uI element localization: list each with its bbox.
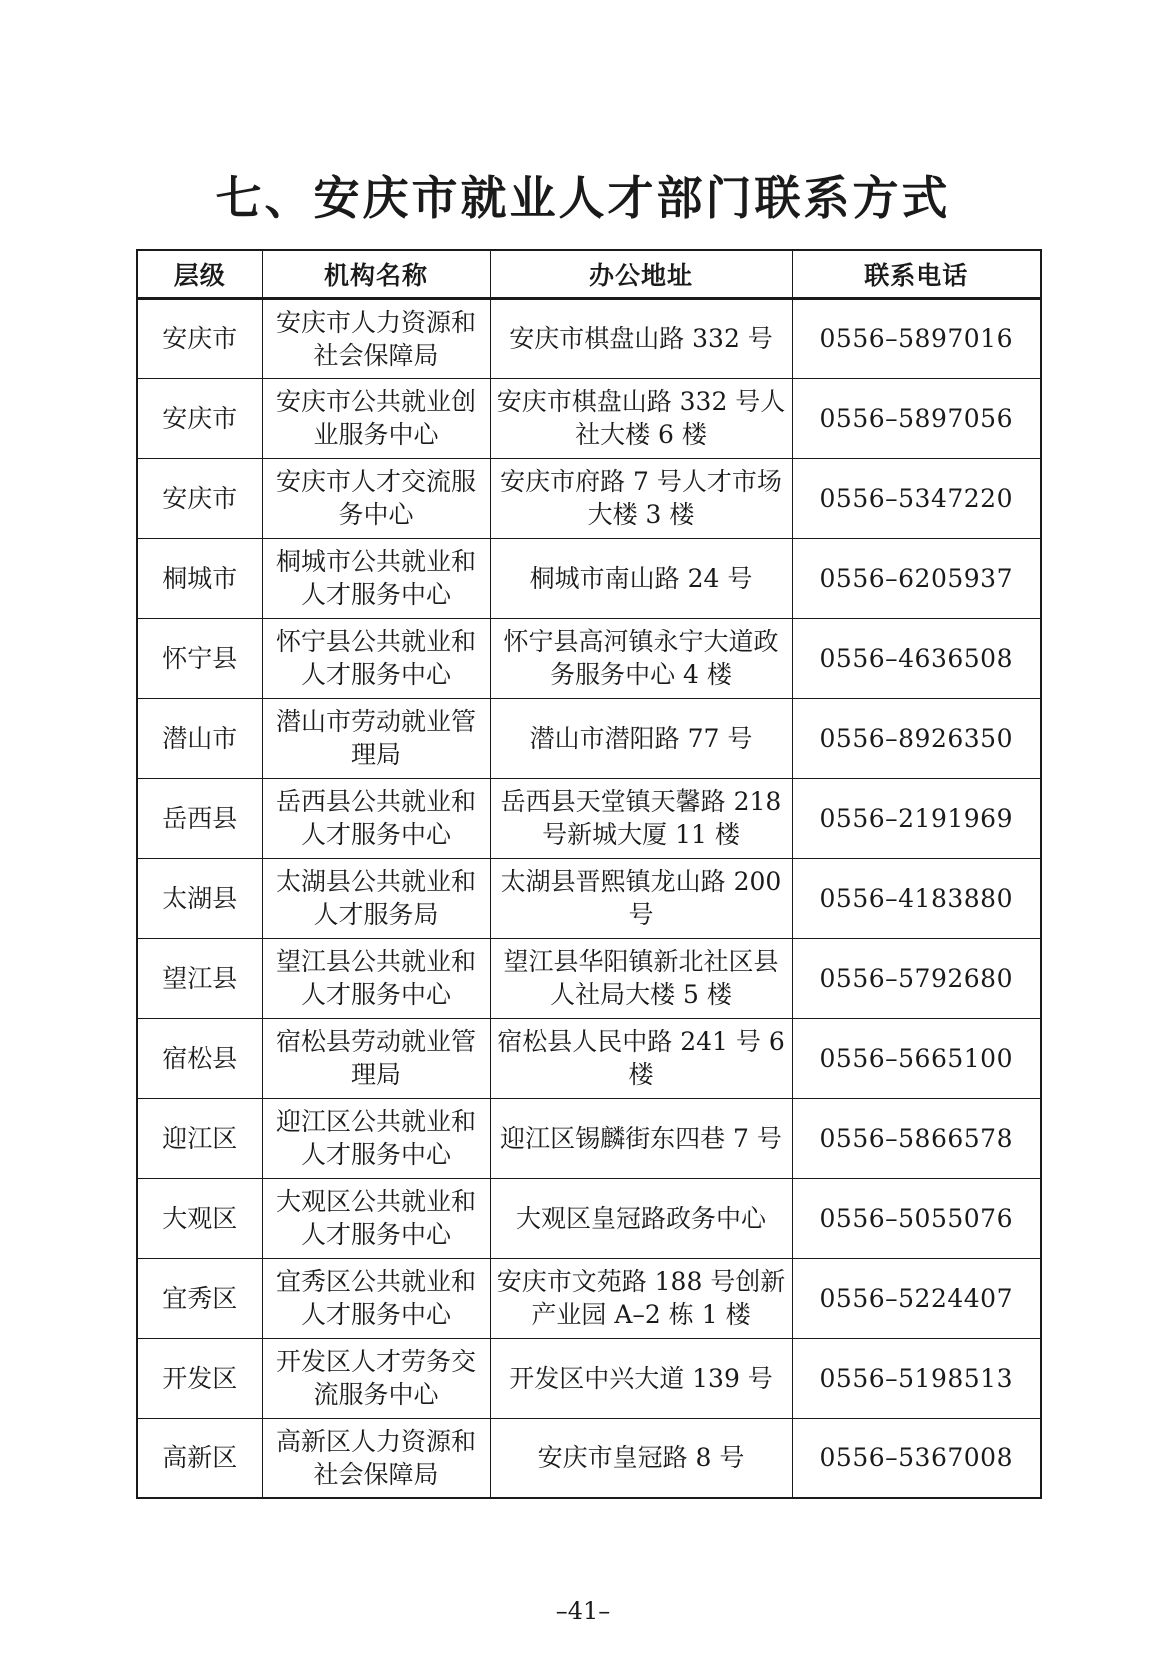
table-row bbox=[137, 538, 1041, 618]
cell-level: 安庆市 bbox=[137, 378, 262, 458]
cell-level: 望江县 bbox=[137, 938, 262, 1018]
cell-level: 迎江区 bbox=[137, 1098, 262, 1178]
table-row bbox=[137, 1178, 1041, 1258]
cell-org-name: 安庆市公共就业创业服务中心 bbox=[262, 378, 490, 458]
contacts-table bbox=[136, 249, 1042, 1499]
cell-address: 安庆市棋盘山路 332 号 bbox=[490, 298, 792, 378]
cell-phone: 0556–4636508 bbox=[792, 618, 1041, 698]
cell-phone: 0556–5897056 bbox=[792, 378, 1041, 458]
cell-phone: 0556–5198513 bbox=[792, 1338, 1041, 1418]
cell-address: 望江县华阳镇新北社区县人社局大楼 5 楼 bbox=[490, 938, 792, 1018]
cell-phone: 0556–8926350 bbox=[792, 698, 1041, 778]
header-org-name: 机构名称 bbox=[262, 250, 490, 298]
cell-org-name: 迎江区公共就业和人才服务中心 bbox=[262, 1098, 490, 1178]
cell-address: 安庆市皇冠路 8 号 bbox=[490, 1418, 792, 1498]
page-number: –41– bbox=[555, 1597, 611, 1625]
cell-org-name: 安庆市人力资源和社会保障局 bbox=[262, 298, 490, 378]
cell-address: 岳西县天堂镇天馨路 218 号新城大厦 11 楼 bbox=[490, 778, 792, 858]
cell-org-name: 潜山市劳动就业管理局 bbox=[262, 698, 490, 778]
cell-address: 大观区皇冠路政务中心 bbox=[490, 1178, 792, 1258]
cell-address: 开发区中兴大道 139 号 bbox=[490, 1338, 792, 1418]
table-row bbox=[137, 618, 1041, 698]
header-address: 办公地址 bbox=[490, 250, 792, 298]
table-body bbox=[137, 298, 1041, 1498]
table-row bbox=[137, 1098, 1041, 1178]
cell-level: 宜秀区 bbox=[137, 1258, 262, 1338]
cell-phone: 0556–6205937 bbox=[792, 538, 1041, 618]
cell-org-name: 大观区公共就业和人才服务中心 bbox=[262, 1178, 490, 1258]
table-row bbox=[137, 698, 1041, 778]
table-row bbox=[137, 458, 1041, 538]
table-row bbox=[137, 1418, 1041, 1498]
table-row bbox=[137, 858, 1041, 938]
cell-level: 安庆市 bbox=[137, 458, 262, 538]
cell-level: 大观区 bbox=[137, 1178, 262, 1258]
cell-phone: 0556–2191969 bbox=[792, 778, 1041, 858]
cell-org-name: 安庆市人才交流服务中心 bbox=[262, 458, 490, 538]
table-row bbox=[137, 1338, 1041, 1418]
cell-org-name: 宿松县劳动就业管理局 bbox=[262, 1018, 490, 1098]
cell-phone: 0556–5866578 bbox=[792, 1098, 1041, 1178]
cell-phone: 0556–5792680 bbox=[792, 938, 1041, 1018]
cell-level: 宿松县 bbox=[137, 1018, 262, 1098]
table-row bbox=[137, 298, 1041, 378]
cell-phone: 0556–5367008 bbox=[792, 1418, 1041, 1498]
cell-level: 岳西县 bbox=[137, 778, 262, 858]
table-row bbox=[137, 378, 1041, 458]
table-row bbox=[137, 1258, 1041, 1338]
cell-org-name: 太湖县公共就业和人才服务局 bbox=[262, 858, 490, 938]
cell-level: 开发区 bbox=[137, 1338, 262, 1418]
cell-address: 迎江区锡麟街东四巷 7 号 bbox=[490, 1098, 792, 1178]
cell-level: 高新区 bbox=[137, 1418, 262, 1498]
page-title: 七、安庆市就业人才部门联系方式 bbox=[215, 171, 951, 225]
cell-level: 怀宁县 bbox=[137, 618, 262, 698]
cell-address: 太湖县晋熙镇龙山路 200 号 bbox=[490, 858, 792, 938]
cell-level: 桐城市 bbox=[137, 538, 262, 618]
table-row bbox=[137, 1018, 1041, 1098]
cell-level: 潜山市 bbox=[137, 698, 262, 778]
header-phone: 联系电话 bbox=[792, 250, 1041, 298]
cell-address: 桐城市南山路 24 号 bbox=[490, 538, 792, 618]
cell-address: 安庆市文苑路 188 号创新产业园 A–2 栋 1 楼 bbox=[490, 1258, 792, 1338]
cell-org-name: 开发区人才劳务交流服务中心 bbox=[262, 1338, 490, 1418]
cell-address: 宿松县人民中路 241 号 6 楼 bbox=[490, 1018, 792, 1098]
cell-phone: 0556–4183880 bbox=[792, 858, 1041, 938]
cell-address: 安庆市府路 7 号人才市场大楼 3 楼 bbox=[490, 458, 792, 538]
table-row bbox=[137, 778, 1041, 858]
cell-org-name: 桐城市公共就业和人才服务中心 bbox=[262, 538, 490, 618]
cell-org-name: 宜秀区公共就业和人才服务中心 bbox=[262, 1258, 490, 1338]
cell-org-name: 岳西县公共就业和人才服务中心 bbox=[262, 778, 490, 858]
header-level: 层级 bbox=[137, 250, 262, 298]
cell-phone: 0556–5665100 bbox=[792, 1018, 1041, 1098]
table-header-row bbox=[137, 250, 1041, 298]
cell-phone: 0556–5347220 bbox=[792, 458, 1041, 538]
cell-level: 安庆市 bbox=[137, 298, 262, 378]
cell-address: 潜山市潜阳路 77 号 bbox=[490, 698, 792, 778]
cell-org-name: 望江县公共就业和人才服务中心 bbox=[262, 938, 490, 1018]
cell-org-name: 怀宁县公共就业和人才服务中心 bbox=[262, 618, 490, 698]
cell-phone: 0556–5055076 bbox=[792, 1178, 1041, 1258]
cell-level: 太湖县 bbox=[137, 858, 262, 938]
cell-org-name: 高新区人力资源和社会保障局 bbox=[262, 1418, 490, 1498]
cell-phone: 0556–5897016 bbox=[792, 298, 1041, 378]
cell-address: 安庆市棋盘山路 332 号人社大楼 6 楼 bbox=[490, 378, 792, 458]
table-row bbox=[137, 938, 1041, 1018]
cell-address: 怀宁县高河镇永宁大道政务服务中心 4 楼 bbox=[490, 618, 792, 698]
cell-phone: 0556–5224407 bbox=[792, 1258, 1041, 1338]
